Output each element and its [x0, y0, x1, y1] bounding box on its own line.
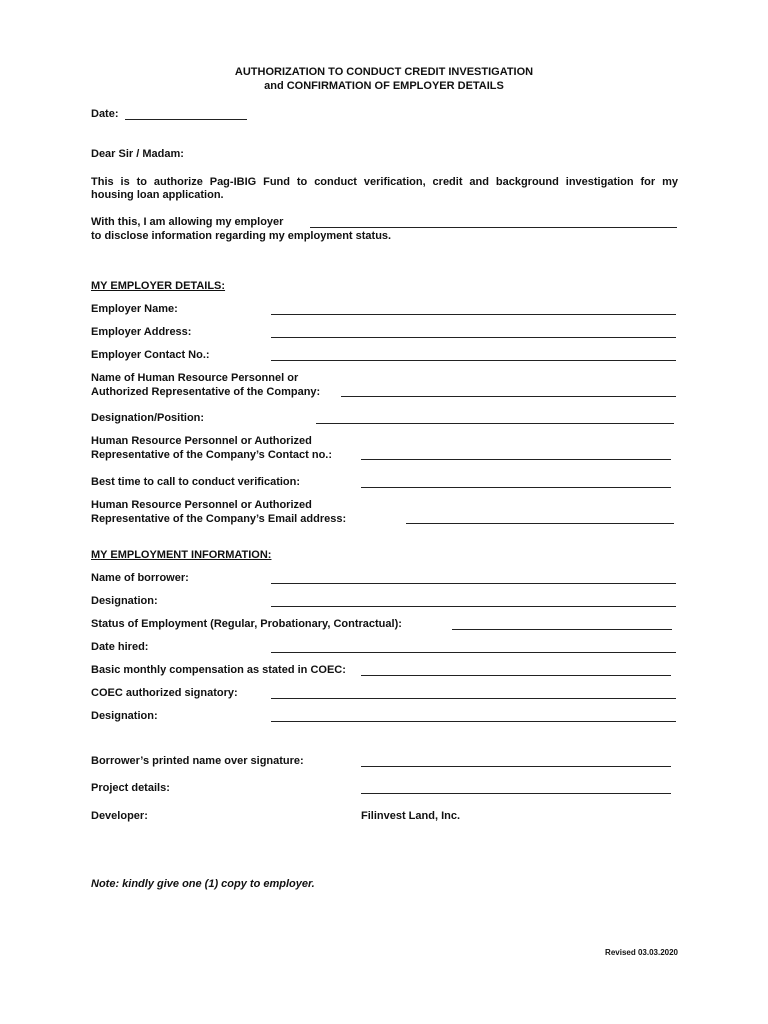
coec-signatory-field-line[interactable]	[271, 698, 676, 699]
designation-position-field-line[interactable]	[316, 423, 674, 424]
printed-name-label: Borrower’s printed name over signature:	[91, 755, 304, 767]
coec-signatory-label: COEC authorized signatory:	[91, 687, 238, 699]
salutation: Dear Sir / Madam:	[91, 148, 184, 160]
hr-contact-field-line[interactable]	[361, 459, 671, 460]
employer-name-label: Employer Name:	[91, 303, 178, 315]
copy-note: Note: kindly give one (1) copy to employer.	[91, 878, 315, 890]
printed-name-field-line[interactable]	[361, 766, 671, 767]
hr-contact-label-line1: Human Resource Personnel or Authorized	[91, 435, 312, 447]
project-details-field-line[interactable]	[361, 793, 671, 794]
best-time-label: Best time to call to conduct verification:	[91, 476, 301, 488]
date-label: Date:	[91, 108, 119, 120]
employer-address-label: Employer Address:	[91, 326, 192, 338]
hr-email-label-line2: Representative of the Company’s Email address:	[91, 513, 347, 525]
employer-address-field-line[interactable]	[271, 337, 676, 338]
compensation-label: Basic monthly compensation as stated in COEC:	[91, 664, 346, 676]
hr-email-field-line[interactable]	[406, 523, 674, 524]
form-title-line1: AUTHORIZATION TO CONDUCT CREDIT INVESTIGATION	[234, 66, 534, 78]
date-hired-label: Date hired:	[91, 641, 149, 653]
designation-position-label: Designation/Position:	[91, 412, 205, 424]
employer-name-inline-line[interactable]	[310, 227, 677, 228]
employer-contact-label: Employer Contact No.:	[91, 349, 210, 361]
authorization-text-line2: housing loan application.	[91, 189, 224, 201]
hr-contact-label-line2: Representative of the Company’s Contact no.:	[91, 449, 333, 461]
developer-label: Developer:	[91, 810, 148, 822]
borrower-name-label: Name of borrower:	[91, 572, 189, 584]
compensation-field-line[interactable]	[361, 675, 671, 676]
signatory-designation-label: Designation:	[91, 710, 158, 722]
date-hired-field-line[interactable]	[271, 652, 676, 653]
form-title-line2: and CONFIRMATION OF EMPLOYER DETAILS	[264, 80, 504, 92]
borrower-designation-label: Designation:	[91, 595, 158, 607]
revision-label: Revised 03.03.2020	[605, 948, 678, 957]
hr-email-label-line1: Human Resource Personnel or Authorized	[91, 499, 312, 511]
employer-name-field-line[interactable]	[271, 314, 676, 315]
signatory-designation-field-line[interactable]	[271, 721, 676, 722]
project-details-label: Project details:	[91, 782, 170, 794]
developer-value: Filinvest Land, Inc.	[361, 810, 461, 822]
employment-status-field-line[interactable]	[452, 629, 672, 630]
authorization-text-line1: This is to authorize Pag-IBIG Fund to conduct verification, credit and background investigation for my	[91, 176, 678, 188]
employer-consent-text: With this, I am allowing my employer	[91, 216, 284, 228]
date-field-line[interactable]	[125, 119, 247, 120]
employment-status-label: Status of Employment (Regular, Probationary, Contractual):	[91, 618, 402, 630]
employer-contact-field-line[interactable]	[271, 360, 676, 361]
employer-details-heading: MY EMPLOYER DETAILS:	[91, 280, 226, 292]
best-time-field-line[interactable]	[361, 487, 671, 488]
borrower-designation-field-line[interactable]	[271, 606, 676, 607]
employment-info-heading: MY EMPLOYMENT INFORMATION:	[91, 549, 272, 561]
hr-name-label-line2: Authorized Representative of the Company:	[91, 386, 321, 398]
employer-consent-text-line2: to disclose information regarding my employment status.	[91, 230, 392, 242]
borrower-name-field-line[interactable]	[271, 583, 676, 584]
hr-name-field-line[interactable]	[341, 396, 676, 397]
hr-name-label-line1: Name of Human Resource Personnel or	[91, 372, 299, 384]
